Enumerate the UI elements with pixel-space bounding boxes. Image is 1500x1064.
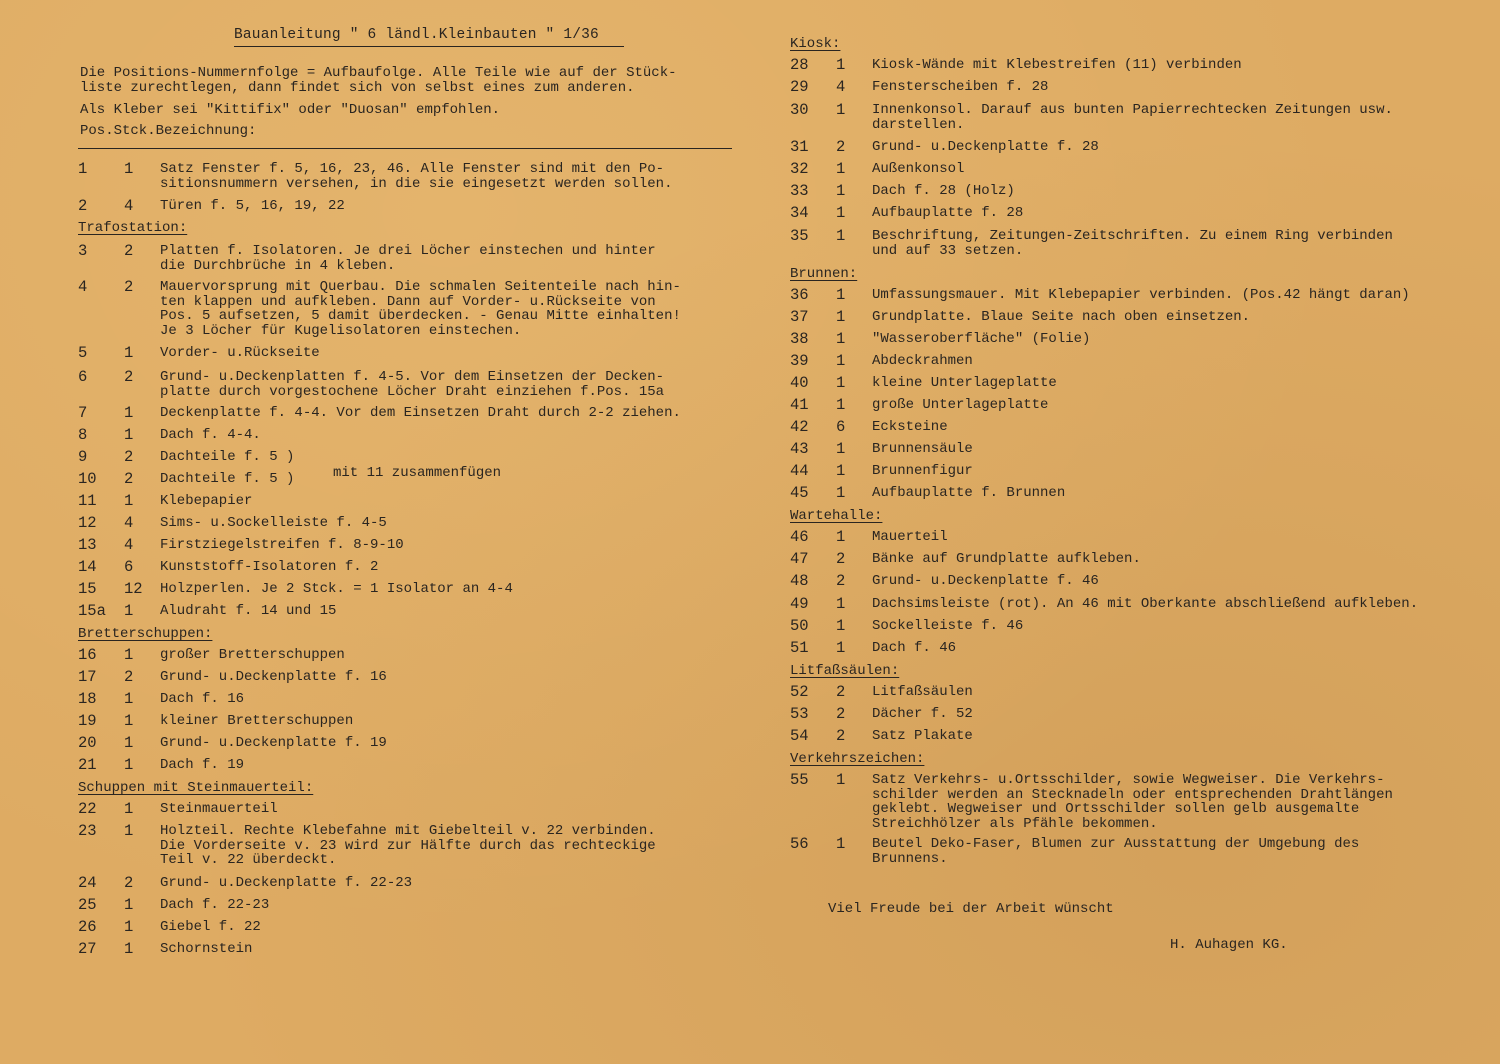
position-number: 39 — [790, 352, 809, 370]
header-divider — [78, 148, 732, 149]
quantity: 4 — [124, 536, 134, 554]
position-number: 37 — [790, 308, 809, 326]
description: Beschriftung, Zeitungen-Zeitschriften. Zu einem Ring verbinden und auf 33 setzen. — [872, 228, 1393, 259]
description: Grund- u.Deckenplatte f. 22-23 — [160, 875, 413, 891]
description: Dachteile f. 5 ) — [160, 471, 295, 487]
description: Bänke auf Grundplatte aufkleben. — [872, 551, 1141, 567]
position-number: 2 — [78, 197, 88, 215]
position-number: 32 — [790, 160, 809, 178]
position-number: 43 — [790, 440, 809, 458]
quantity: 1 — [124, 822, 134, 840]
description: großer Bretterschuppen — [160, 647, 345, 663]
position-number: 53 — [790, 705, 809, 723]
quantity: 1 — [124, 344, 134, 362]
position-number: 23 — [78, 822, 97, 840]
position-number: 46 — [790, 528, 809, 546]
quantity: 1 — [124, 712, 134, 730]
position-number: 33 — [790, 182, 809, 200]
position-number: 22 — [78, 800, 97, 818]
description: Umfassungsmauer. Mit Klebepapier verbinden. (Pos.42 hängt daran) — [872, 287, 1410, 303]
section-heading: Bretterschuppen: — [78, 626, 213, 642]
quantity: 1 — [836, 101, 846, 119]
quantity: 4 — [124, 197, 134, 215]
position-number: 21 — [78, 756, 97, 774]
section-heading: Brunnen: — [790, 266, 858, 282]
quantity: 12 — [124, 580, 143, 598]
quantity: 1 — [124, 404, 134, 422]
quantity: 2 — [124, 668, 134, 686]
position-number: 3 — [78, 242, 88, 260]
position-number: 56 — [790, 835, 809, 853]
description: Fensterscheiben f. 28 — [872, 79, 1049, 95]
position-number: 7 — [78, 404, 88, 422]
position-number: 26 — [78, 918, 97, 936]
quantity: 1 — [124, 492, 134, 510]
position-number: 38 — [790, 330, 809, 348]
description: Firstziegelstreifen f. 8-9-10 — [160, 537, 404, 553]
position-number: 1 — [78, 160, 88, 178]
position-number: 34 — [790, 204, 809, 222]
position-number: 8 — [78, 426, 88, 444]
position-number: 17 — [78, 668, 97, 686]
position-number: 27 — [78, 940, 97, 958]
position-number: 48 — [790, 572, 809, 590]
quantity: 1 — [836, 462, 846, 480]
quantity: 6 — [836, 418, 846, 436]
quantity: 2 — [836, 705, 846, 723]
quantity: 1 — [124, 734, 134, 752]
position-number: 35 — [790, 227, 809, 245]
quantity: 1 — [836, 396, 846, 414]
position-number: 5 — [78, 344, 88, 362]
quantity: 1 — [836, 528, 846, 546]
quantity: 1 — [836, 56, 846, 74]
description: Sockelleiste f. 46 — [872, 618, 1024, 634]
quantity: 2 — [836, 683, 846, 701]
description: Türen f. 5, 16, 19, 22 — [160, 198, 345, 214]
section-heading: Verkehrszeichen: — [790, 751, 925, 767]
position-number: 41 — [790, 396, 809, 414]
closing-line: Viel Freude bei der Arbeit wünscht — [828, 901, 1114, 917]
quantity: 1 — [124, 918, 134, 936]
position-number: 14 — [78, 558, 97, 576]
intro-paragraph-2: Als Kleber sei "Kittifix" oder "Duosan" empfohlen. — [80, 102, 501, 118]
description: "Wasseroberfläche" (Folie) — [872, 331, 1091, 347]
quantity: 4 — [836, 78, 846, 96]
page-title: Bauanleitung " 6 ländl.Kleinbauten " 1/36 — [234, 27, 624, 47]
section-heading: Litfaßsäulen: — [790, 663, 900, 679]
quantity: 2 — [124, 278, 134, 296]
position-number: 52 — [790, 683, 809, 701]
description: Steinmauerteil — [160, 801, 278, 817]
quantity: 1 — [124, 756, 134, 774]
bracket-note: mit 11 zusammenfügen — [333, 465, 502, 481]
description: Schornstein — [160, 941, 253, 957]
quantity: 1 — [124, 646, 134, 664]
description: Grund- u.Deckenplatte f. 19 — [160, 735, 387, 751]
description: Satz Verkehrs- u.Ortsschilder, sowie Wegweiser. Die Verkehrs- schilder werden an Stecknadeln oder entsprechenden Drahtlängen geklebt. Wegweiser und Ortsschilder sollen gelb ausgemalte Streichhölzer als Pfähle bekommen. — [872, 772, 1393, 832]
position-number: 16 — [78, 646, 97, 664]
quantity: 1 — [836, 308, 846, 326]
description: Beutel Deko-Faser, Blumen zur Ausstattung der Umgebung des Brunnens. — [872, 836, 1360, 867]
position-number: 9 — [78, 448, 88, 466]
position-number: 42 — [790, 418, 809, 436]
description: Aufbauplatte f. 28 — [872, 205, 1024, 221]
position-number: 47 — [790, 550, 809, 568]
position-number: 11 — [78, 492, 97, 510]
quantity: 1 — [836, 440, 846, 458]
quantity: 6 — [124, 558, 134, 576]
quantity: 1 — [836, 771, 846, 789]
description: Vorder- u.Rückseite — [160, 345, 320, 361]
position-number: 4 — [78, 278, 88, 296]
description: Dach f. 19 — [160, 757, 245, 773]
description: Dach f. 22-23 — [160, 897, 270, 913]
left-parts-list — [78, 162, 738, 962]
description: Abdeckrahmen — [872, 353, 973, 369]
position-number: 29 — [790, 78, 809, 96]
description: Holzperlen. Je 2 Stck. = 1 Isolator an 4-4 — [160, 581, 513, 597]
description: Grundplatte. Blaue Seite nach oben einsetzen. — [872, 309, 1251, 325]
quantity: 1 — [836, 374, 846, 392]
position-number: 19 — [78, 712, 97, 730]
description: Brunnensäule — [872, 441, 973, 457]
quantity: 1 — [124, 426, 134, 444]
quantity: 1 — [836, 182, 846, 200]
position-number: 54 — [790, 727, 809, 745]
right-parts-list — [790, 36, 1460, 876]
quantity: 1 — [836, 204, 846, 222]
description: Platten f. Isolatoren. Je drei Löcher einstechen und hinter die Durchbrüche in 4 kleben. — [160, 243, 656, 274]
description: Mauervorsprung mit Querbau. Die schmalen Seitenteile nach hin- ten klappen und aufkleben. Dann auf Vorder- u.Rückseite von Pos. 5 aufsetzen, 5 damit überdecken. - Genau Mitte einhalten! Je 3 Löcher für Kugelisolatoren einstechen. — [160, 279, 681, 339]
description: Grund- u.Deckenplatten f. 4-5. Vor dem Einsetzen der Decken- platte durch vorgestochene Löcher Draht einziehen f.Pos. 15a — [160, 369, 665, 400]
quantity: 4 — [124, 514, 134, 532]
quantity: 2 — [836, 138, 846, 156]
quantity: 1 — [836, 330, 846, 348]
quantity: 1 — [836, 617, 846, 635]
quantity: 1 — [836, 286, 846, 304]
description: Grund- u.Deckenplatte f. 28 — [872, 139, 1099, 155]
description: Außenkonsol — [872, 161, 965, 177]
position-number: 40 — [790, 374, 809, 392]
position-number: 51 — [790, 639, 809, 657]
description: Deckenplatte f. 4-4. Vor dem Einsetzen Draht durch 2-2 ziehen. — [160, 405, 681, 421]
position-number: 13 — [78, 536, 97, 554]
position-number: 25 — [78, 896, 97, 914]
position-number: 18 — [78, 690, 97, 708]
quantity: 1 — [124, 800, 134, 818]
description: Aufbauplatte f. Brunnen — [872, 485, 1066, 501]
intro-paragraph-1: Die Positions-Nummernfolge = Aufbaufolge. Alle Teile wie auf der Stück- liste zurechtlegen, dann findet sich von selbst eines zum anderen. — [80, 65, 677, 96]
description: Kiosk-Wände mit Klebestreifen (11) verbinden — [872, 57, 1242, 73]
quantity: 2 — [124, 448, 134, 466]
description: Holzteil. Rechte Klebefahne mit Giebelteil v. 22 verbinden. Die Vorderseite v. 23 wird zur Hälfte durch das rechteckige Teil v. 22 überdeckt. — [160, 823, 656, 868]
description: kleine Unterlageplatte — [872, 375, 1057, 391]
position-number: 55 — [790, 771, 809, 789]
position-number: 10 — [78, 470, 97, 488]
quantity: 1 — [836, 484, 846, 502]
section-heading: Trafostation: — [78, 220, 188, 236]
signature: H. Auhagen KG. — [1170, 937, 1288, 953]
description: Litfaßsäulen — [872, 684, 973, 700]
description: Satz Fenster f. 5, 16, 23, 46. Alle Fenster sind mit den Po- sitionsnummern versehen, in die sie eingesetzt werden sollen. — [160, 161, 673, 192]
position-number: 31 — [790, 138, 809, 156]
description: Innenkonsol. Darauf aus bunten Papierrechtecken Zeitungen usw. darstellen. — [872, 102, 1393, 133]
position-number: 15a — [78, 602, 106, 620]
section-heading: Kiosk: — [790, 36, 841, 52]
quantity: 2 — [124, 242, 134, 260]
description: Kunststoff-Isolatoren f. 2 — [160, 559, 379, 575]
position-number: 30 — [790, 101, 809, 119]
quantity: 1 — [836, 352, 846, 370]
quantity: 1 — [124, 896, 134, 914]
quantity: 1 — [836, 227, 846, 245]
column-header: Pos.Stck.Bezeichnung: — [80, 123, 257, 139]
description: Dächer f. 52 — [872, 706, 973, 722]
description: Giebel f. 22 — [160, 919, 261, 935]
quantity: 1 — [836, 639, 846, 657]
description: Dach f. 46 — [872, 640, 957, 656]
quantity: 1 — [836, 835, 846, 853]
position-number: 49 — [790, 595, 809, 613]
position-number: 15 — [78, 580, 97, 598]
description: Brunnenfigur — [872, 463, 973, 479]
quantity: 2 — [836, 727, 846, 745]
description: Dach f. 28 (Holz) — [872, 183, 1015, 199]
quantity: 2 — [124, 368, 134, 386]
position-number: 6 — [78, 368, 88, 386]
description: Dach f. 4-4. — [160, 427, 261, 443]
description: Dachsimsleiste (rot). An 46 mit Oberkante abschließend aufkleben. — [872, 596, 1419, 612]
section-heading: Schuppen mit Steinmauerteil: — [78, 780, 314, 796]
quantity: 2 — [124, 874, 134, 892]
position-number: 12 — [78, 514, 97, 532]
position-number: 44 — [790, 462, 809, 480]
position-number: 24 — [78, 874, 97, 892]
position-number: 50 — [790, 617, 809, 635]
description: Mauerteil — [872, 529, 948, 545]
quantity: 1 — [124, 940, 134, 958]
description: Dach f. 16 — [160, 691, 245, 707]
description: Sims- u.Sockelleiste f. 4-5 — [160, 515, 387, 531]
description: Ecksteine — [872, 419, 948, 435]
section-heading: Wartehalle: — [790, 508, 883, 524]
position-number: 20 — [78, 734, 97, 752]
intro-text — [80, 66, 740, 146]
quantity: 1 — [836, 160, 846, 178]
description: kleiner Bretterschuppen — [160, 713, 354, 729]
position-number: 45 — [790, 484, 809, 502]
quantity: 1 — [124, 690, 134, 708]
description: Klebepapier — [160, 493, 253, 509]
description: große Unterlageplatte — [872, 397, 1049, 413]
description: Dachteile f. 5 ) — [160, 449, 295, 465]
quantity: 1 — [836, 595, 846, 613]
quantity: 1 — [124, 160, 134, 178]
description: Satz Plakate — [872, 728, 973, 744]
quantity: 2 — [124, 470, 134, 488]
quantity: 2 — [836, 572, 846, 590]
description: Grund- u.Deckenplatte f. 16 — [160, 669, 387, 685]
position-number: 28 — [790, 56, 809, 74]
quantity: 1 — [124, 602, 134, 620]
position-number: 36 — [790, 286, 809, 304]
description: Aludraht f. 14 und 15 — [160, 603, 337, 619]
description: Grund- u.Deckenplatte f. 46 — [872, 573, 1099, 589]
quantity: 2 — [836, 550, 846, 568]
